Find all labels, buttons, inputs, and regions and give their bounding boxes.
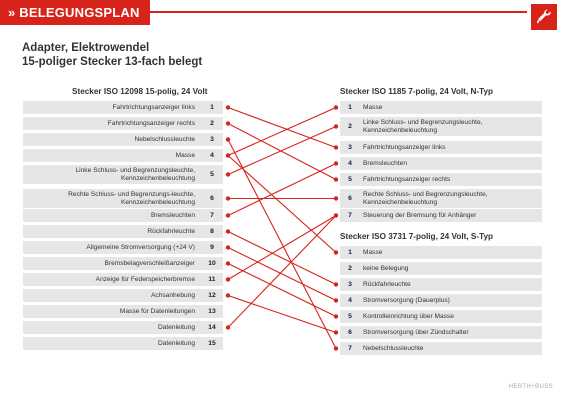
pin-number: 7 — [348, 345, 352, 352]
wire-12-S6 — [228, 296, 336, 333]
pin-label: Fahrtrichtungsanzeiger rechts — [107, 119, 195, 127]
pin-number: 7 — [210, 212, 214, 219]
pin-number: 15 — [208, 340, 216, 347]
pin-label: Fahrtrichtungsanzeiger links — [112, 103, 195, 111]
left-heading: Stecker ISO 12098 15-polig, 24 Volt — [72, 87, 208, 96]
pin-number: 5 — [348, 176, 352, 183]
left-terminal-dot — [226, 105, 230, 109]
pin-label: Rückfahrleuchte — [363, 280, 411, 288]
right-terminal-dot — [334, 161, 338, 165]
pin-label: Achsanhebung — [151, 291, 195, 299]
pin-number: 5 — [210, 171, 214, 178]
pin-label: Linke Schluss- und Begrenzungsleuchte, Kennzeichenbeleuchtung — [363, 118, 483, 134]
title-line-1: Adapter, Elektrowendel — [22, 42, 150, 54]
right-terminal-dot — [334, 196, 338, 200]
pin-number: 3 — [348, 144, 352, 151]
title-line-2: 15-poliger Stecker 13-fach belegt — [22, 56, 203, 68]
pin-number: 12 — [208, 292, 216, 299]
pin-label: Allgemeine Stromversorgung (+24 V) — [86, 243, 195, 251]
left-terminal-dot — [226, 196, 230, 200]
pin-label: Nebelschlussleuchte — [363, 344, 424, 352]
pin-label: Stromversorgung (Dauerplus) — [363, 296, 450, 304]
left-terminal-dot — [226, 213, 230, 217]
pin-number: 4 — [210, 152, 214, 159]
pin-label: Masse für Datenleitungen — [119, 307, 195, 315]
pin-number: 11 — [208, 276, 216, 283]
pin-label: Datenleitung — [157, 323, 195, 331]
left-terminal-dot — [226, 153, 230, 157]
pin-label: Rechte Schluss- und Begrenzungs-leuchte, Kennzeichenbeleuchtung — [68, 190, 195, 206]
pin-number: 6 — [348, 195, 352, 202]
pin-number: 1 — [210, 104, 214, 111]
left-terminal-dot — [226, 325, 230, 329]
pin-label: Masse — [363, 103, 383, 111]
pin-number: 13 — [208, 308, 216, 315]
pin-label: Datenleitung — [157, 339, 195, 347]
left-terminal-dot — [226, 245, 230, 249]
pin-label: Nebelschlussleuchte — [134, 135, 195, 143]
pin-number: 8 — [210, 228, 214, 235]
pin-label: Anzeige für Federspeicherbremse — [95, 275, 195, 283]
left-terminal-dot — [226, 277, 230, 281]
pin-number: 4 — [348, 297, 352, 304]
pin-label: Stromversorgung über Zündschalter — [363, 328, 469, 336]
right-terminal-dot — [334, 298, 338, 302]
pin-number: 7 — [348, 212, 352, 219]
pin-number: 4 — [348, 160, 352, 167]
left-terminal-dot — [226, 172, 230, 176]
pin-label: Steuerung der Bremsung für Anhänger — [363, 211, 477, 219]
left-terminal-dot — [226, 229, 230, 233]
wire-5-N2 — [228, 127, 336, 175]
double-chevron-icon: » — [8, 5, 16, 20]
right-terminal-dot — [334, 213, 338, 217]
pin-label: Kontrolleinrichtung über Masse — [363, 312, 454, 320]
pin-number: 9 — [210, 244, 214, 251]
pin-label: Bremsleuchten — [363, 159, 407, 167]
pin-number: 10 — [208, 260, 216, 267]
right-s-heading: Stecker ISO 3731 7-polig, 24 Volt, S-Typ — [340, 232, 494, 241]
pin-number: 3 — [210, 136, 214, 143]
pin-label: Rückfahrleuchte — [147, 227, 195, 235]
pin-label: Linke Schluss- und Begrenzungsleuchte, Kennzeichenbeleuchtung — [75, 166, 195, 182]
right-terminal-dot — [334, 330, 338, 334]
wire-11-N7 — [228, 216, 336, 280]
wire-9-S4 — [228, 248, 336, 301]
brand-logo: HERTH+BUSS — [508, 384, 553, 390]
right-terminal-dot — [334, 124, 338, 128]
pin-label: Rechte Schluss- und Begrenzungsleuchte, Kennzeichenbeleuchtung — [363, 190, 488, 206]
left-terminal-dot — [226, 137, 230, 141]
pin-number: 3 — [348, 281, 352, 288]
header-title: BELEGUNGSPLAN — [19, 5, 140, 20]
pin-number: 14 — [208, 324, 216, 331]
pin-label: Bremsbelagverschleißanzeiger — [104, 259, 195, 267]
right-terminal-dot — [334, 346, 338, 350]
pin-number: 2 — [348, 265, 352, 272]
right-terminal-dot — [334, 314, 338, 318]
right-terminal-dot — [334, 282, 338, 286]
right-terminal-dot — [334, 250, 338, 254]
pin-number: 2 — [210, 120, 214, 127]
pin-number: 6 — [348, 329, 352, 336]
right-terminal-dot — [334, 105, 338, 109]
wire-1-N3 — [228, 108, 336, 148]
pin-label: Fahrtrichtungsanzeiger links — [363, 143, 446, 151]
pin-label: keine Belegung — [363, 264, 409, 272]
pin-number: 1 — [348, 104, 352, 111]
pin-number: 6 — [210, 195, 214, 202]
pin-number: 2 — [348, 123, 352, 130]
wire-8-S3 — [228, 232, 336, 285]
pin-label: Masse — [363, 248, 383, 256]
right-terminal-dot — [334, 177, 338, 181]
pin-number: 5 — [348, 313, 352, 320]
pin-label: Bremsleuchten — [151, 211, 195, 219]
left-terminal-dot — [226, 293, 230, 297]
pin-label: Masse — [175, 151, 195, 159]
wire-4-S1 — [228, 156, 336, 253]
pin-number: 1 — [348, 249, 352, 256]
right-terminal-dot — [334, 145, 338, 149]
right-n-heading: Stecker ISO 1185 7-polig, 24 Volt, N-Typ — [340, 87, 494, 96]
pin-label: Fahrtrichtungsanzeiger rechts — [363, 175, 451, 183]
left-terminal-dot — [226, 261, 230, 265]
left-terminal-dot — [226, 121, 230, 125]
